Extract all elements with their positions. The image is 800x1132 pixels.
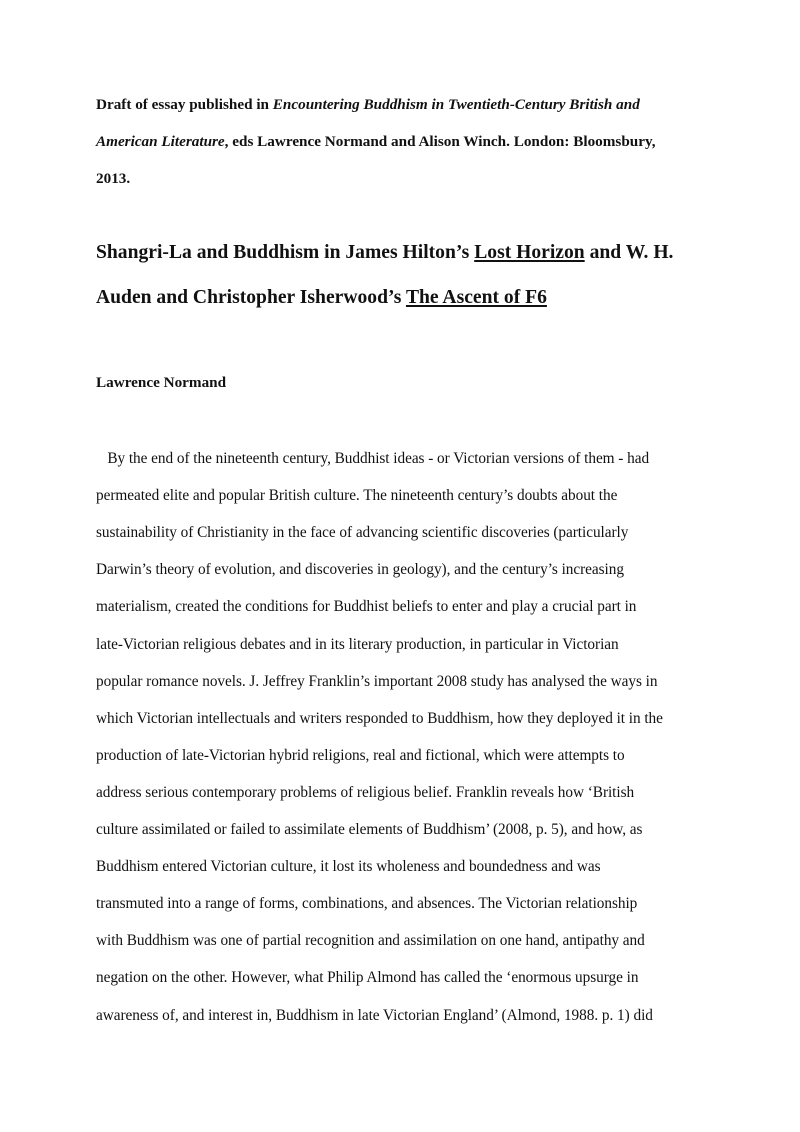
essay-title-line-1: [96, 242, 673, 264]
work-title-ascent-of-f6: The Ascent of F6: [405, 287, 547, 308]
body-line: sustainability of Christianity in the face of advancing scientific discoveries (particularly: [96, 524, 629, 542]
body-line: Buddhism entered Victorian culture, it lost its wholeness and boundedness and was: [96, 858, 601, 876]
work-title-lost-horizon: Lost Horizon: [474, 242, 585, 263]
essay-title-text: Shangri-La and Buddhism in James Hilton’s: [96, 242, 475, 263]
publication-note-prefix: Draft of essay published in: [96, 96, 273, 113]
body-line: culture assimilated or failed to assimilate elements of Buddhism’ (2008, p. 5), and how, as: [96, 821, 643, 838]
body-line: production of late-Victorian hybrid religions, real and fictional, which were attempts to: [96, 746, 625, 764]
body-line: awareness of, and interest in, Buddhism in late Victorian England’ (Almond, 1988. p. 1) did: [96, 1006, 653, 1024]
essay-title-text: and W. H.: [584, 242, 674, 263]
body-line: transmuted into a range of forms, combinations, and absences. The Victorian relationship: [96, 895, 638, 913]
essay-title-text: Auden and Christopher Isherwood’s: [96, 287, 406, 308]
body-line: late-Victorian religious debates and in its literary production, in particular in Victorian: [96, 635, 619, 653]
body-line: Darwin’s theory of evolution, and discoveries in geology), and the century’s increasing: [96, 561, 624, 579]
body-line: popular romance novels. J. Jeffrey Franklin’s important 2008 study has analysed the ways in: [96, 672, 658, 690]
body-line: which Victorian intellectuals and writers responded to Buddhism, how they deployed it in the: [96, 709, 663, 727]
book-title-part-2: American Literature: [96, 133, 225, 150]
book-title-part-1: Encountering Buddhism in Twentieth-Century British and: [272, 96, 640, 113]
essay-title-line-2: [96, 287, 547, 309]
publication-details: , eds Lawrence Normand and Alison Winch. London: Bloomsbury,: [224, 133, 656, 150]
author-name: Lawrence Normand: [96, 374, 227, 391]
body-line: By the end of the nineteenth century, Buddhist ideas - or Victorian versions of them - had: [96, 450, 650, 467]
publication-year: 2013.: [96, 170, 131, 187]
body-line: with Buddhism was one of partial recognition and assimilation on one hand, antipathy and: [96, 932, 645, 950]
body-line: negation on the other. However, what Philip Almond has called the ‘enormous upsurge in: [96, 969, 639, 987]
publication-note-line-2: [96, 133, 656, 151]
body-line: permeated elite and popular British culture. The nineteenth century’s doubts about the: [96, 487, 618, 505]
publication-note-line-1: [96, 96, 640, 114]
body-line: address serious contemporary problems of religious belief. Franklin reveals how ‘British: [96, 783, 635, 801]
body-line: materialism, created the conditions for Buddhist beliefs to enter and play a crucial part in: [96, 598, 637, 616]
